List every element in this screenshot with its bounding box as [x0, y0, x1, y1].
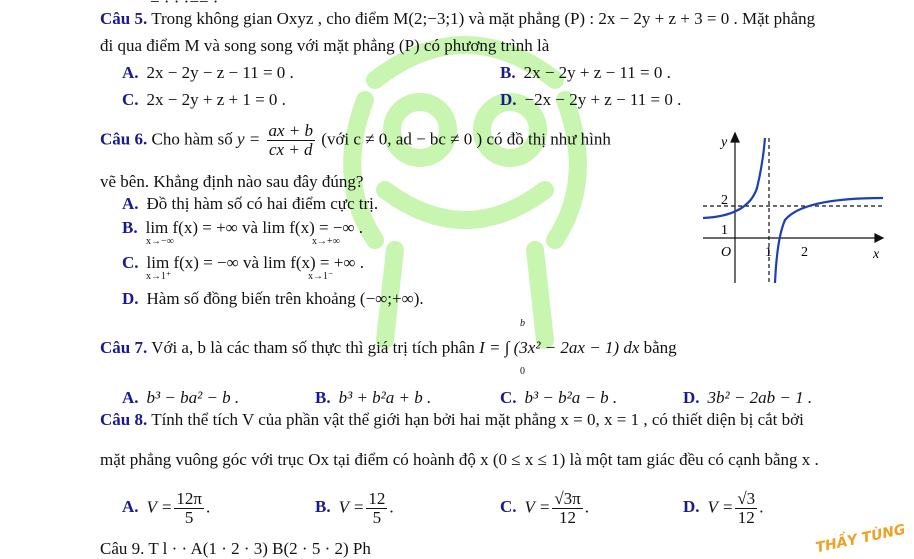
- graph-tick-y2: 2: [721, 193, 728, 208]
- top-cut-text: − · · ·−− ·: [150, 0, 219, 11]
- q8-line2: mặt phẳng vuông góc với trục Ox tại điểm có hoành độ x (0 ≤ x ≤ 1) là một tam giác đều có cạnh bằng x .: [100, 450, 819, 469]
- graph-y-label: y: [721, 135, 728, 150]
- q6-text-post: (với c ≠ 0, ad − bc ≠ 0 ) có đồ thị như hình: [321, 129, 611, 149]
- q7-option-c[interactable]: C. b³ − b²a − b .: [500, 388, 618, 407]
- q5-line1: [100, 9, 815, 29]
- q7-option-a[interactable]: A. b³ − ba² − b .: [122, 388, 240, 407]
- graph-tick-y1: 1: [721, 223, 728, 238]
- q6-y-eq: y =: [236, 129, 261, 149]
- q5-option-b[interactable]: B. 2x − 2y + z − 11 = 0 .: [500, 63, 671, 82]
- q6-option-a[interactable]: A. Đồ thị hàm số có hai điểm cực trị.: [122, 194, 379, 213]
- q6-line1: [100, 122, 611, 159]
- q7-integral: I = ∫ (3x² − 2ax − 1) dx: [479, 338, 640, 357]
- q5-option-a[interactable]: A. 2x − 2y − z − 11 = 0 .: [122, 63, 294, 82]
- q7-lower-bound: 0: [520, 366, 525, 377]
- q7-upper-bound: b: [520, 318, 525, 329]
- q7-tail: bằng: [643, 338, 677, 357]
- q7-text: Với a, b là các tham số thực thì giá trị tích phân: [151, 338, 475, 357]
- graph-tick-x1: 1: [765, 245, 772, 260]
- q6-fraction: $\frac{ax + b}{cx + d}$: [268, 121, 314, 159]
- q8-label: Câu 8.: [100, 410, 148, 429]
- q8-text1: Tính thể tích V của phần vật thể giới hạn bởi hai mặt phẳng x = 0, x = 1 , có thiết diện bị cắt bởi: [151, 410, 804, 429]
- q6-line2: vẽ bên. Khẳng định nào sau đây đúng?: [100, 172, 364, 191]
- q5-option-d[interactable]: D. −2x − 2y + z − 11 = 0 .: [500, 90, 682, 109]
- function-graph: [693, 128, 893, 288]
- q5-label: Câu 5.: [100, 9, 148, 28]
- brand-logo: THẦY TÙNG: [814, 521, 907, 557]
- q7-option-d[interactable]: D. 3b² − 2ab − 1 .: [683, 388, 813, 407]
- graph-tick-x2: 2: [801, 245, 808, 260]
- q7-label: Câu 7.: [100, 338, 148, 357]
- q5-line2: đi qua điểm M và song song với mặt phẳng (P) có phương trình là: [100, 36, 550, 55]
- graph-origin: O: [721, 245, 732, 260]
- q8-option-a[interactable]: A. V = $\frac{12\pi}{5}$ .: [122, 489, 211, 527]
- q7-option-b[interactable]: B. b³ + b²a + b .: [315, 388, 432, 407]
- q6-option-d[interactable]: D. Hàm số đồng biến trên khoảng (−∞;+∞).: [122, 289, 424, 308]
- bottom-cut-text: Câu 9. T l · · A(1 · 2 · 3) B(2 · 5 · 2) Ph: [100, 539, 371, 558]
- q8-option-b[interactable]: B. V = $\frac{12}{5}$ .: [315, 489, 394, 527]
- q5-option-c[interactable]: C. 2x − 2y + z + 1 = 0 .: [122, 90, 286, 109]
- q6-option-c[interactable]: C. lim f(x) = −∞ và lim f(x) = +∞ . x→1⁺ x→1⁻: [122, 253, 364, 282]
- q8-option-d[interactable]: D. V = $\frac{√3}{12}$ .: [683, 489, 764, 527]
- q7-line1: [100, 338, 677, 358]
- q8-option-c[interactable]: C. V = $\frac{√3\pi}{12}$ .: [500, 489, 590, 527]
- graph-x-label: x: [873, 247, 880, 262]
- q5-text1: Trong không gian Oxyz , cho điểm M(2;−3;1) và mặt phẳng (P) : 2x − 2y + z + 3 = 0 . Mặt phẳng: [151, 9, 816, 28]
- q8-line1: [100, 410, 804, 430]
- q6-label: Câu 6.: [100, 129, 148, 149]
- q6-option-b[interactable]: B. lim f(x) = +∞ và lim f(x) = −∞ . x→−∞ x→+∞: [122, 218, 364, 247]
- q6-text-pre: Cho hàm số: [151, 129, 233, 149]
